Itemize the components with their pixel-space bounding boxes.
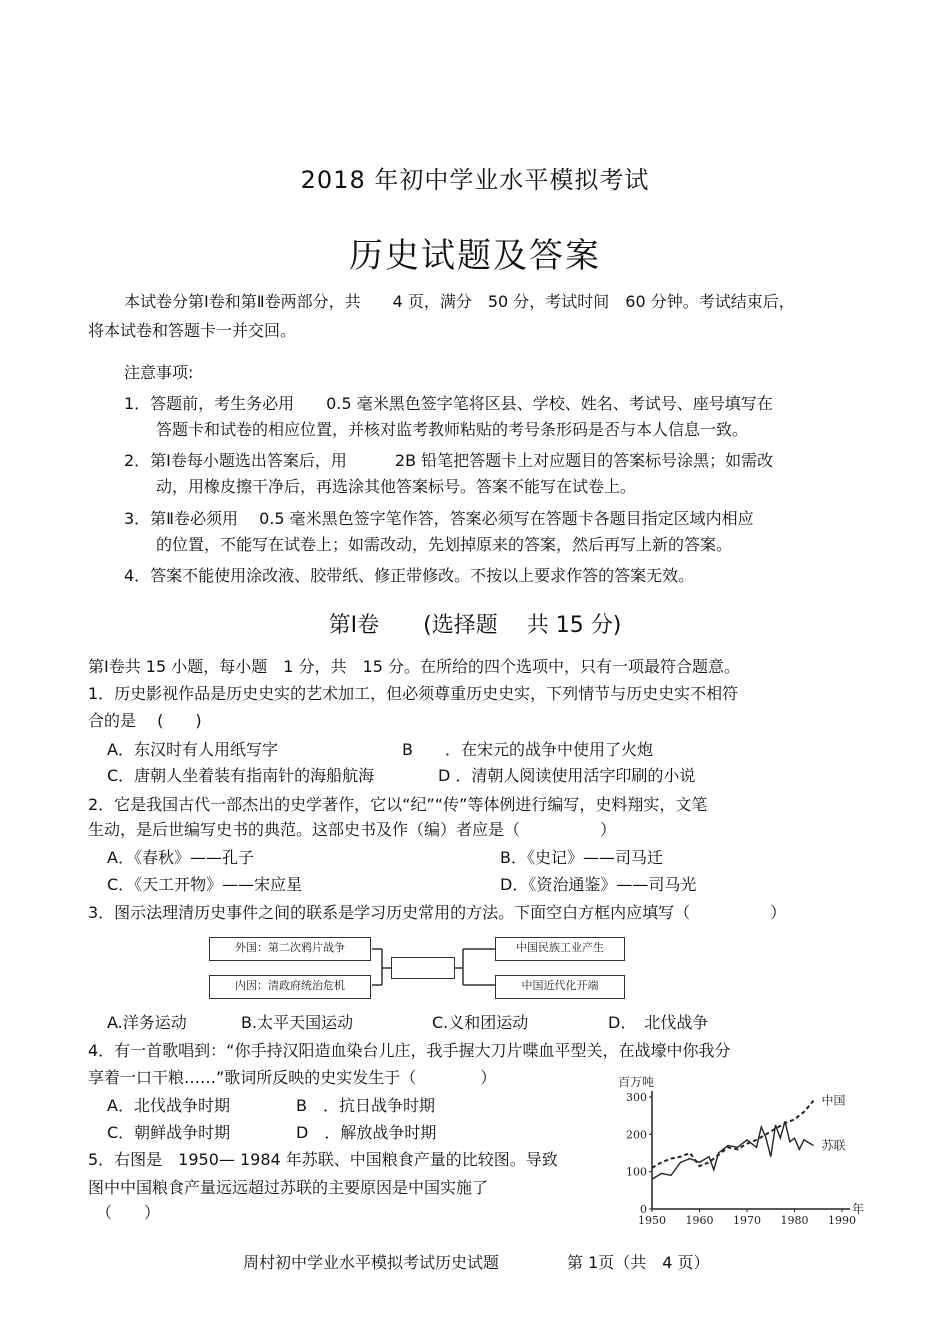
question-2-option-b: B．《史记》——司马迁: [500, 848, 663, 867]
note-item-3-line-2: 的位置，不能写在试卷上；如需改动，先划掉原来的答案，然后再写上新的答案。: [156, 535, 733, 554]
footer-page-number: 第 1页（共 4 页）: [567, 1253, 710, 1272]
note-item-2-line-1: 2．第Ⅰ卷每小题选出答案后，用 2B 铅笔把答题卡上对应题目的答案标号涂黑；如需改: [124, 451, 774, 470]
question-4-stem-line-1: 4．有一首歌唱到：“你手持汉阳造血染台儿庄，我手握大刀片喋血平型关，在战壕中你我分: [88, 1041, 731, 1060]
question-3-option-b: B.太平天国运动: [241, 1013, 354, 1032]
question-1-option-d: D ．清朝人阅读使用活字印刷的小说: [438, 766, 696, 785]
question-1-stem-line-1: 1．历史影视作品是历史史实的艺术加工，但必须尊重历史史实，下列情节与历史史实不相符: [88, 684, 739, 703]
question-1-option-c: C．唐朝人坐着装有指南针的海船航海: [107, 766, 375, 785]
series-line-china: [652, 1101, 814, 1168]
y-tick-label: 0: [640, 1203, 647, 1216]
y-tick-label: 200: [626, 1128, 647, 1142]
question-3-option-d: D． 北伐战争: [608, 1013, 709, 1032]
question-1-stem-line-2: 合的是 ( ): [88, 711, 202, 730]
question-2-stem-line-2: 生动，是后世编写史书的典范。这部史书及作（编）者应是（ ）: [88, 820, 617, 839]
x-tick-label: 1960: [685, 1214, 714, 1227]
flow-box-internal-cause: 内因：清政府统治危机: [209, 975, 371, 999]
question-2-stem-line-1: 2．它是我国古代一部杰出的史学著作，它以“纪”“传”等体例进行编写，史料翔实，文笔: [88, 795, 708, 814]
x-tick-label: 1950: [638, 1214, 666, 1227]
page-title: 历史试题及答案: [349, 236, 601, 276]
flow-box-result-1: 中国民族工业产生: [495, 937, 625, 961]
y-tick-label: 100: [626, 1165, 647, 1179]
question-4-option-a: A．北伐战争时期: [107, 1096, 230, 1115]
note-item-1-line-1: 1．答题前，考生务必用 0.5 毫米黑色签字笔将区县、学校、姓名、考试号、座号填写在: [124, 394, 773, 413]
note-item-4-line-1: 4．答案不能使用涂改液、胶带纸、修正带修改。不按以上要求作答的答案无效。: [124, 566, 695, 585]
flow-box-foreign-cause: 外国：第二次鸦片战争: [209, 937, 371, 961]
series-label-china: 中国: [821, 1093, 846, 1108]
notes-heading: 注意事项:: [124, 363, 194, 382]
intro-line-2: 将本试卷和答题卡一并交回。: [88, 321, 297, 340]
question-4-stem-line-2: 享着一口干粮……”歌词所反映的史实发生于（ ）: [88, 1068, 497, 1087]
question-5-stem-line-1: 5．右图是 1950— 1984 年苏联、中国粮食产量的比较图。导致: [88, 1150, 558, 1169]
intro-line-1: 本试卷分第Ⅰ卷和第Ⅱ卷两部分，共 4 页，满分 50 分，考试时间 60 分钟。考试结束后，: [124, 292, 795, 311]
x-axis-label: 年: [852, 1202, 864, 1216]
exam-title: 2018 年初中学业水平模拟考试: [300, 166, 650, 194]
section-instruction: 第Ⅰ卷共 15 小题，每小题 1 分，共 15 分。在所给的四个选项中，只有一项最符合题意。: [88, 657, 740, 676]
x-tick-label: 1990: [828, 1214, 856, 1227]
series-label-ussr: 苏联: [821, 1138, 846, 1153]
question-4-option-b: B ．抗日战争时期: [296, 1096, 435, 1115]
question-5-stem-line-2: 图中中国粮食产量远远超过苏联的主要原因是中国实施了: [88, 1178, 489, 1197]
note-item-3-line-1: 3．第Ⅱ卷必须用 0.5 毫米黑色签字笔作答，答案必须写在答题卡各题目指定区域内相应: [124, 509, 754, 528]
question-2-option-c: C．《天工开物》——宋应星: [107, 875, 303, 894]
note-item-2-line-2: 动，用橡皮擦干净后，再选涂其他答案标号。答案不能写在试卷上。: [156, 477, 637, 496]
note-item-1-line-2: 答题卡和试卷的相应位置，并核对监考教师粘贴的考号条形码是否与本人信息一致。: [156, 420, 749, 439]
grain-production-chart: [612, 1072, 864, 1232]
flow-box-result-2: 中国近代化开端: [495, 975, 625, 999]
flow-box-blank: [391, 957, 455, 979]
y-axis-label: 百万吨: [618, 1075, 655, 1089]
question-4-option-d: D ．解放战争时期: [296, 1123, 437, 1142]
series-line-ussr: [652, 1121, 814, 1179]
x-tick-label: 1980: [780, 1214, 809, 1227]
question-5-stem-line-3: （ ）: [96, 1203, 161, 1222]
question-2-option-a: A．《春秋》——孔子: [107, 848, 254, 867]
question-4-option-c: C．朝鲜战争时期: [107, 1123, 231, 1142]
question-1-option-a: A．东汉时有人用纸写字: [107, 740, 278, 759]
question-2-option-d: D．《资治通鉴》——司马光: [500, 875, 697, 894]
question-3-stem: 3．图示法理清历史事件之间的联系是学习历史常用的方法。下面空白方框内应填写（ ）: [88, 903, 787, 922]
section-title: 第Ⅰ卷 (选择题 共 15 分): [328, 613, 622, 638]
flow-diagram: [207, 932, 627, 1002]
question-1-option-b: B ．在宋元的战争中使用了火炮: [402, 740, 653, 759]
x-tick-label: 1970: [733, 1214, 761, 1227]
y-tick-label: 300: [626, 1091, 647, 1104]
footer-exam-name: 周村初中学业水平模拟考试历史试题: [243, 1253, 500, 1272]
question-3-option-a: A.洋务运动: [107, 1013, 187, 1032]
question-3-option-c: C.义和团运动: [432, 1013, 529, 1032]
